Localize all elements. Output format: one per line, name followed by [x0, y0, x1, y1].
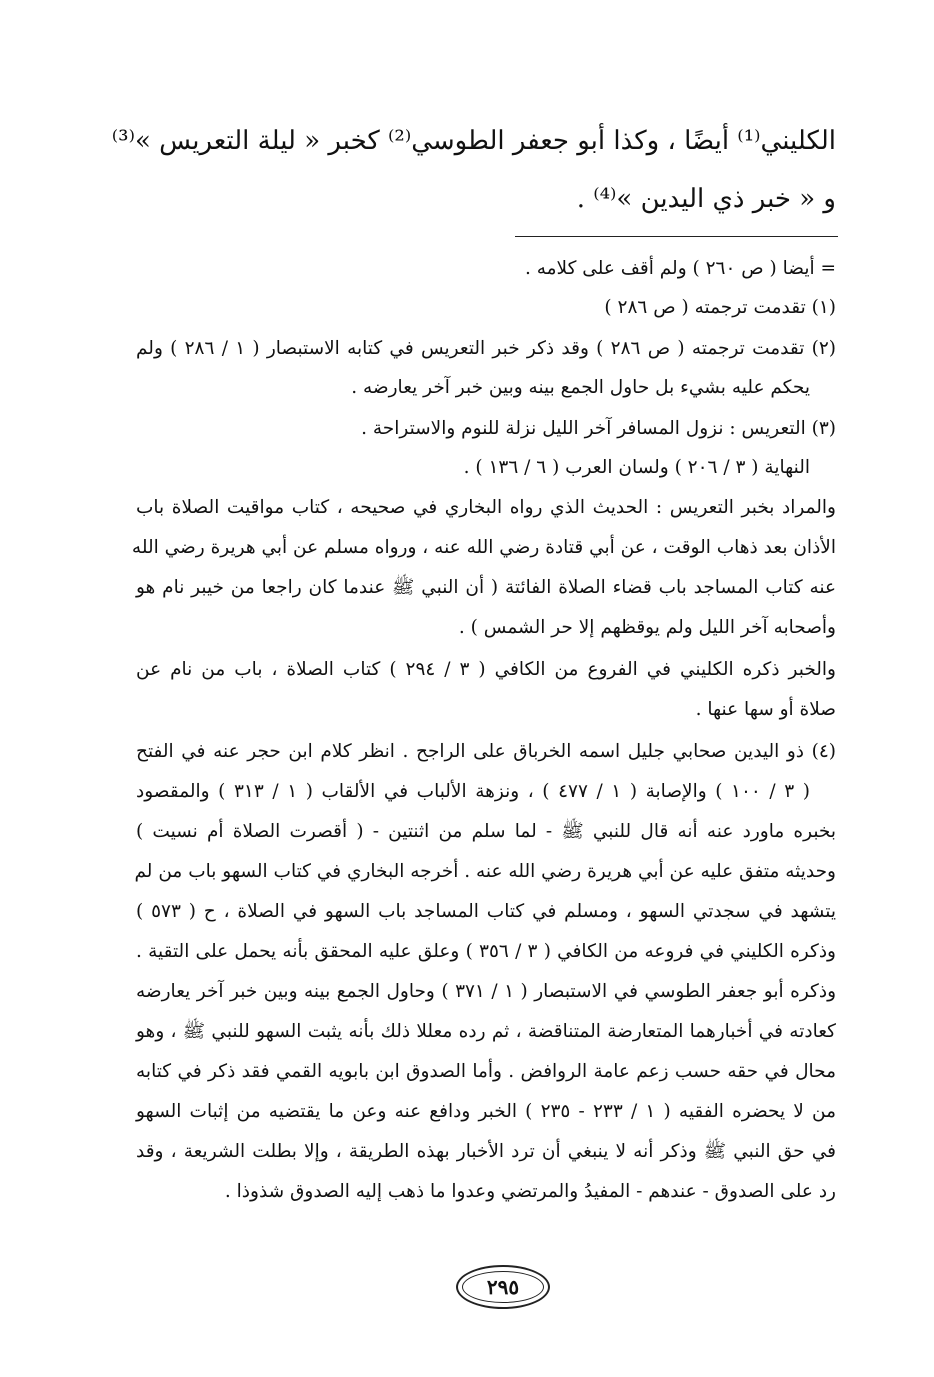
footnote-line: كعادته في أخبارهما المتعارضة المتناقضة ، ثم رده معللا ذلك بأنه يثبت السهو للنبي ﷺ ، وهو	[136, 1021, 836, 1042]
footnote-line: النهاية ( ٣ / ٢٠٦ ) ولسان العرب ( ٦ / ١٣٦ ) .	[463, 457, 810, 478]
main-text-line-2: و « خبر ذي اليدين »⁽⁴⁾ .	[576, 184, 836, 214]
footnote-line: صلاة أو سها عنها .	[695, 699, 836, 720]
footnote-line: (٢) تقدمت ترجمته ( ص ٢٨٦ ) وقد ذكر خبر التعريس في كتابه الاستبصار ( ١ / ٢٨٦ ) ولم	[136, 338, 836, 359]
footnote-line: الأذان بعد ذهاب الوقت ، عن أبي قتادة رضي الله عنه ، ورواه مسلم عن أبي هريرة رضي الله	[131, 537, 836, 558]
footnote-line: في حق النبي ﷺ وذكر أنه لا ينبغي أن ترد الأخبار بهذه الطريقة ، وإلا بطلت الشريعة ، وقد	[136, 1141, 836, 1162]
footnote-line: يحكم عليه بشيء بل حاول الجمع بينه وبين خبر آخر يعارضه .	[351, 377, 810, 398]
footnote-line: بخبره ماورد عنه أنه قال للنبي ﷺ - لما سلم من اثنتين - ( أقصرت الصلاة أم نسيت )	[136, 821, 836, 842]
page-number-ornament	[456, 1265, 550, 1309]
footnote-line: محال في حقه حسب زعم عامة الروافض . وأما الصدوق ابن بابويه القمي فقد ذكر في كتابه	[136, 1061, 836, 1082]
footnote-line: (٣) التعريس : نزول المسافر آخر الليل نزلة للنوم والاستراحة .	[361, 418, 836, 439]
footnote-line: (٤) ذو اليدين صحابي جليل اسمه الخرباق على الراجح . انظر كلام ابن حجر عنه في الفتح	[136, 741, 836, 762]
footnote-line: والخبر ذكره الكليني في الفروع من الكافي ( ٣ / ٢٩٤ ) كتاب الصلاة ، باب من نام عن	[136, 659, 836, 680]
footnote-line: وحديثه متفق عليه عن أبي هريرة رضي الله عنه . أخرجه البخاري في كتاب السهو باب من لم	[134, 861, 836, 882]
footnote-separator	[515, 236, 838, 237]
footnote-line: وذكره الكليني في فروعه من الكافي ( ٣ / ٣٥٦ ) وعلق عليه المحقق بأنه يحمل على التقية .	[136, 941, 836, 962]
main-text-line-1: الكليني⁽¹⁾ أيضًا ، وكذا أبو جعفر الطوسي⁽²⁾ كخبر « ليلة التعريس »⁽³⁾	[111, 126, 836, 156]
footnote-line: (١) تقدمت ترجمته ( ص ٢٨٦ )	[604, 297, 836, 318]
page-number: ٢٩٥	[486, 1275, 520, 1299]
footnote-line: من لا يحضره الفقيه ( ١ / ٢٣٣ - ٢٣٥ ) الخبر ودافع عنه وعن ما يقتضيه من إثبات السهو	[136, 1101, 837, 1122]
footnote-line: وذكره أبو جعفر الطوسي في الاستبصار ( ١ / ٣٧١ ) وحاول الجمع بينه وبين خبر آخر يعارضه	[136, 981, 837, 1002]
footnote-line: ( ٣ / ١٠٠ ) والإصابة ( ١ / ٤٧٧ ) ، ونزهة الألباب في الألقاب ( ١ / ٣١٣ ) والمقصود	[136, 781, 810, 802]
footnote-line: رد على الصدوق - عندهم - المفيدُ والمرتضي وعدوا ما ذهب إليه الصدوق شذوذا .	[224, 1181, 836, 1202]
footnote-line: يتشهد في سجدتي السهو ، ومسلم في كتاب المساجد باب السهو في الصلاة ، ح ( ٥٧٣ )	[136, 901, 836, 922]
footnote-line: = أيضا ( ص ٢٦٠ ) ولم أقف على كلامه .	[524, 258, 836, 279]
footnote-line: وأصحابه آخر الليل ولم يوقظهم إلا حر الشمس ) .	[458, 617, 836, 638]
footnote-line: عنه كتاب المساجد باب قضاء الصلاة الفائتة ( أن النبي ﷺ عندما كان راجعا من خيبر نام هو	[136, 577, 836, 598]
footnote-line: والمراد بخبر التعريس : الحديث الذي رواه البخاري في صحيحه ، كتاب مواقيت الصلاة باب	[136, 497, 836, 518]
